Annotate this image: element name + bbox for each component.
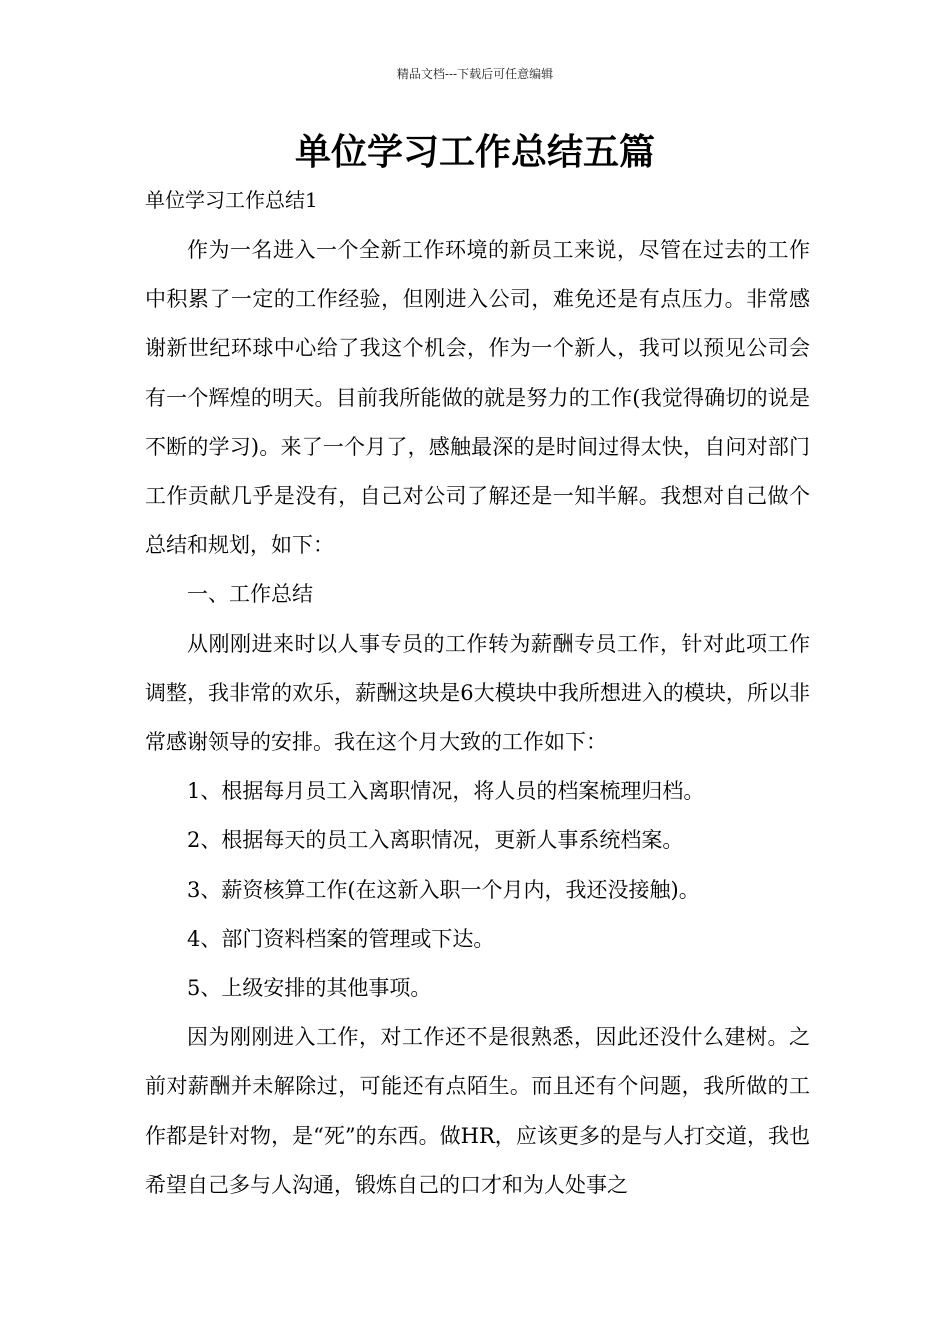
list-item-1: 1、根据每月员工入离职情况，将人员的档案梳理归档。 [187,779,705,804]
paragraph-job-change: 从刚刚进来时以人事专员的工作转为薪酬专员工作，针对此项工作调整，我非常的欢乐，薪酬这块是6大模块中我所想进入的模块，所以非常感谢领导的安排。我在这个月大致的工作如下： [145,631,810,755]
paragraph-heading-work-summary: 一、工作总结 [187,582,313,607]
section-heading: 单位学习工作总结1 [145,188,318,212]
list-item-2: 2、根据每天的员工入离职情况，更新人事系统档案。 [187,828,684,853]
paragraph-reflection: 因为刚刚进入工作，对工作还不是很熟悉，因此还没什么建树。之前对薪酬并未解除过，可能还有点陌生。而且还有个问题，我所做的工作都是针对物，是“死”的东西。做HR，应该更多的是与人打交道，我也希望自己多与人沟通，锻炼自己的口才和为人处事之 [145,1025,810,1197]
paragraph-intro: 作为一名进入一个全新工作环境的新员工来说，尽管在过去的工作中积累了一定的工作经验，但刚进入公司，难免还是有点压力。非常感谢新世纪环球中心给了我这个机会，作为一个新人，我可以预见公司会有一个辉煌的明天。目前我所能做的就是努力的工作(我觉得确切的说是不断的学习)。来了一个月了，感触最深的是时间过得太快，自问对部门工作贡献几乎是没有，自己对公司了解还是一知半解。我想对自己做个总结和规划，如下： [145,238,810,558]
list-item-4: 4、部门资料档案的管理或下达。 [187,926,495,951]
list-item-5: 5、上级安排的其他事项。 [187,976,432,1001]
document-title: 单位学习工作总结五篇 [294,132,655,173]
body-text [145,226,810,1210]
header-note: 精品文档---下载后可任意编辑 [396,67,554,81]
list-item-3: 3、薪资核算工作(在这新入职一个月内，我还没接触)。 [187,877,700,902]
